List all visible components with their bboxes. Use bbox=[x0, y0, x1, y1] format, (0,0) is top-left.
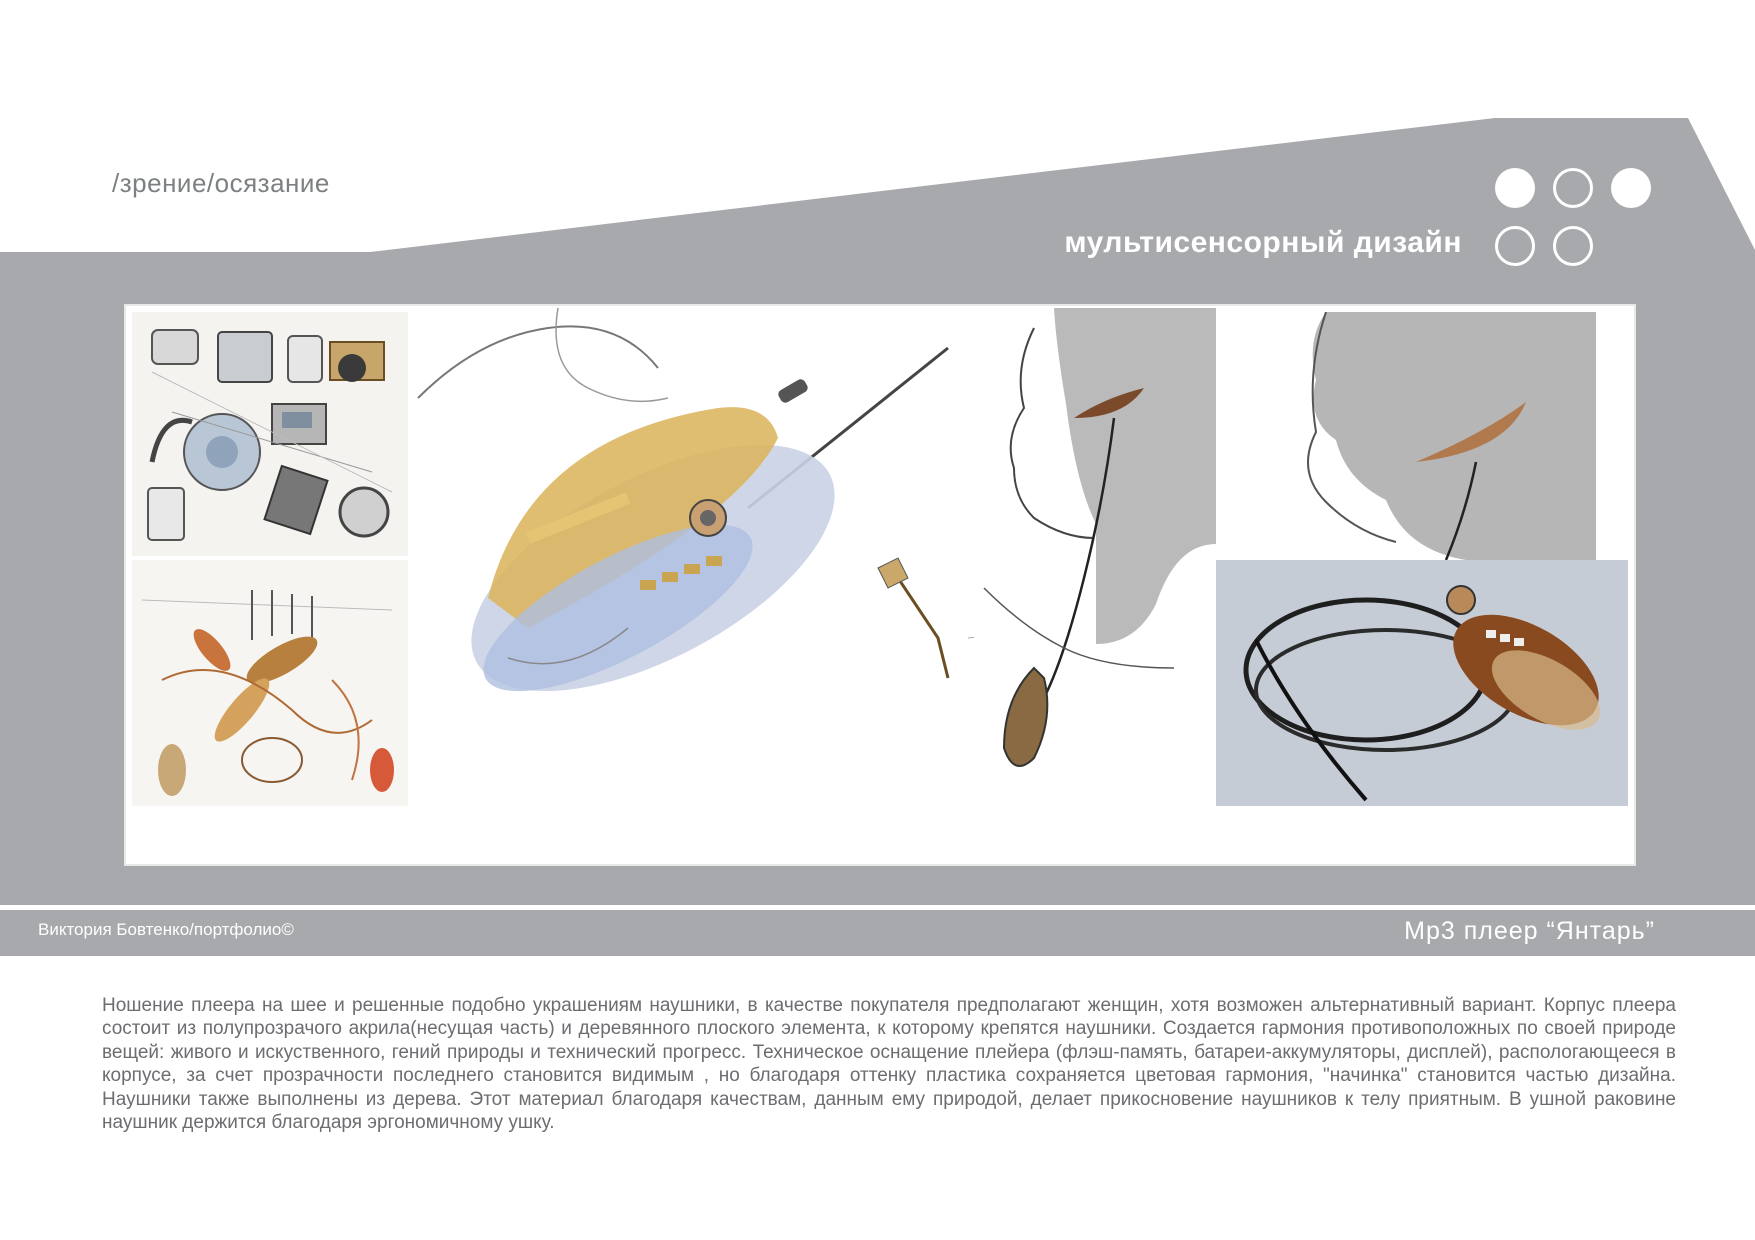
footer-bar bbox=[0, 910, 1755, 956]
footer-divider bbox=[0, 902, 1755, 905]
author-name: Виктория Бовтенко/портфолио bbox=[38, 920, 282, 939]
image-gallery bbox=[124, 304, 1636, 866]
decor-circle-filled bbox=[1495, 168, 1535, 208]
photo-amber-player bbox=[1216, 560, 1628, 806]
sketch-profile-earphone bbox=[1216, 312, 1596, 560]
section-subtitle: /зрение/осязание bbox=[112, 168, 330, 198]
decor-circle-outline bbox=[1495, 226, 1535, 266]
decor-circle-filled bbox=[1611, 168, 1651, 208]
project-title: Mp3 плеер “Янтарь” bbox=[1404, 917, 1655, 945]
decor-circle-outline bbox=[1553, 168, 1593, 208]
sketch-woman-wearing-player bbox=[974, 308, 1216, 808]
author-credit bbox=[38, 920, 294, 940]
page-title: мультисенсорный дизайн bbox=[1064, 226, 1462, 259]
sketch-collage-players bbox=[132, 312, 408, 556]
copyright-icon: © bbox=[281, 920, 294, 939]
project-description: Ношение плеера на шее и решенные подобно украшениям наушники, в качестве покупателя предполагают женщин, хотя возможен альтернативный вариант. Корпус плеера состоит из полупрозрачого акрила(несущая часть) и деревянного плоского элемента, к которому крепятся наушники. Создается гармония противоположных по своей природе вещей: живого и искуственного, гений природы и технический прогресс. Техническое оснащение плейера (флэш-память, батареи-аккумуляторы, дисплей), распологающееся в корпусе, за счет прозрачности последнего становится видимым , но благодаря оттенку пластика сохраняется цветовая гармония, "начинка" становится частью дизайна. Наушники также выполнены из дерева. Этот материал благодаря качествам, данным ему природой, делает прикосновение наушников к телу приятным. В ушной раковине наушник держится благодаря эргономичному ушку. bbox=[102, 995, 1676, 1134]
decor-circle-outline bbox=[1553, 226, 1593, 266]
sketch-collage-earphones bbox=[132, 560, 408, 806]
